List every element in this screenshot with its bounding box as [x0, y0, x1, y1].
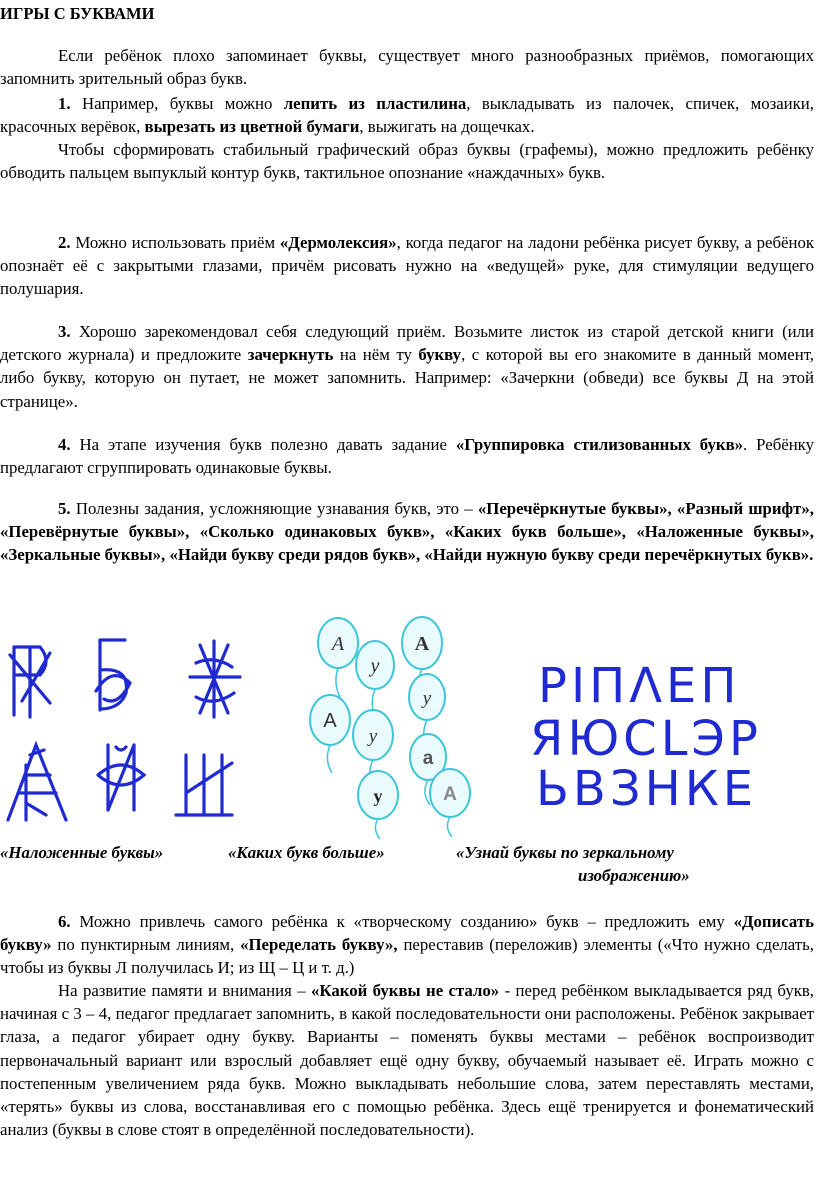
overlap-letter-group-3 — [190, 641, 240, 717]
overlap-letter-group-1 — [10, 647, 50, 717]
paragraph-7-text-b: - перед ребёнком выкладывается ряд букв, начиная с 3 – 4, педагог предлагает запомнить, в какой последовательности они расположены. Ребёнок закрывает глаза, а педагог убирает одну букву. Варианты – поменять буквы местами – ребёнок воспроизводит первоначальный вариант или взрослый добавляет ещё одну букву, обучаемый называет её. Играть можно с постепенным увеличением ряда букв. Можно выкладывать небольшие слова, затем переставлять местами, «терять» буквы из слова, восстанавливая его с помощью ребёнка. Здесь ещё тренируется и фонематический анализ (буквы в слове стоят в определённой последовательности). — [0, 981, 814, 1140]
mirror-row-3: ЬВЗНКЕ — [536, 761, 758, 817]
mirror-row-1: РІПΛЕП — [538, 658, 741, 714]
paragraph-6-number: 6. — [58, 912, 71, 931]
caption-mirror-letters-cont: изображению» — [578, 866, 690, 885]
paragraph-3 — [0, 320, 814, 413]
balloons-figure — [310, 617, 470, 839]
balloon — [356, 641, 394, 717]
paragraph-6-text-a: Можно привлечь самого ребёнка к «творческому созданию» букв – предложить ему — [70, 912, 734, 931]
paragraph-intro: Если ребёнок плохо запоминает буквы, существует много разнообразных приёмов, помогающих запомнить зрительный образ букв. — [0, 46, 814, 89]
paragraph-4-text-a: На этапе изучения букв полезно давать задание — [70, 435, 456, 454]
overlapped-letters-figure — [8, 640, 240, 820]
paragraph-7-text-a: На развитие памяти и внимания – — [58, 981, 312, 1000]
paragraph-4 — [0, 433, 814, 479]
paragraph-5-number: 5. — [58, 499, 71, 518]
balloon — [358, 771, 398, 839]
balloon-letter: у — [422, 688, 432, 709]
paragraph-5 — [0, 497, 814, 567]
paragraph-3-text-b: на нём ту — [333, 345, 419, 365]
paragraph-6-text-b: по пунктирным линиям, — [51, 935, 241, 955]
paragraph-6-text-c: переставив (переложив) элементы («Что нужно сделать, чтобы из буквы Л получилась И; из Щ – Ц и т. д.) — [0, 935, 814, 978]
overlap-letter-group-2 — [96, 640, 130, 710]
paragraph-5-text-a: Полезны задания, усложняющие узнавания букв, это – — [70, 499, 478, 518]
balloon-letter: А — [331, 633, 345, 655]
balloon-letter: А — [414, 633, 430, 655]
paragraph-3-text-c: , с которой вы его знакомите в данный момент, либо букву, которую он путает, не может запомнить. Например: «Зачеркни (обведи) все буквы Д на этой странице». — [0, 345, 814, 411]
paragraph-4-text-b: . Ребёнку предлагают сгруппировать одинаковые буквы. — [0, 435, 814, 478]
balloon — [430, 769, 470, 837]
paragraph-3-bold-b: букву — [418, 345, 462, 365]
overlap-letter-group-4 — [8, 745, 66, 820]
overlap-letter-group-5 — [98, 745, 144, 810]
paragraph-2-number: 2. — [58, 233, 71, 252]
paragraph-5-bold-a: «Перечёркнутые буквы», «Разный шрифт», «Перевёрнутые буквы», «Сколько одинаковых букв», «Каких букв больше», «Наложенные буквы», «Зеркальные буквы», «Найди букву среди рядов букв», «Найди нужную букву среди перечёркнутых букв». — [0, 499, 814, 565]
paragraph-2-bold-a: «Дермолексия» — [279, 233, 397, 252]
balloon-letter: А — [323, 710, 337, 732]
paragraph-4-bold-a: «Группировка стилизованных букв» — [455, 435, 744, 454]
balloon-letter: у — [370, 655, 380, 677]
paragraph-1-text-a: Например, буквы можно — [70, 94, 284, 113]
caption-overlapped-letters: «Наложенные буквы» — [0, 843, 164, 862]
paragraph-4-number: 4. — [58, 435, 71, 454]
balloon-letter: у — [373, 786, 383, 806]
mirror-row-2: ЯЮСLЭР — [530, 711, 762, 767]
balloon — [310, 695, 350, 773]
paragraph-2-text-b: , когда педагог на ладони ребёнка рисует букву, а ребёнок опознаёт её с закрытыми глазами, причём рисовать нужно на «ведущей» руке, для стимуляции ведущего полушария. — [0, 233, 814, 299]
paragraph-6-bold-b: «Переделать букву», — [240, 935, 398, 955]
overlap-letter-group-6 — [176, 755, 232, 815]
mirror-letters-figure — [530, 658, 762, 817]
paragraph-6-bold-a: «Дописать букву» — [0, 912, 814, 955]
paragraph-1-bold-b: вырезать из цветной бумаги — [144, 117, 360, 137]
paragraph-3-text-a: Хорошо зарекомендовал себя следующий приём. Возьмите листок из старой детской книги (или детского журнала) и предложите — [0, 322, 814, 365]
paragraph-3-number: 3. — [58, 322, 71, 341]
balloon-letter: А — [443, 784, 457, 805]
balloon — [318, 618, 358, 697]
paragraph-6 — [0, 910, 814, 980]
paragraph-1-number: 1. — [58, 94, 71, 113]
caption-mirror-letters: «Узнай буквы по зеркальному — [456, 843, 674, 862]
paragraph-7-bold-a: «Какой буквы не стало» — [311, 981, 500, 1000]
paragraph-2 — [0, 231, 814, 301]
paragraph-2-text-a: Можно использовать приём — [70, 233, 280, 252]
page-title: ИГРЫ С БУКВАМИ — [0, 4, 155, 23]
paragraph-1 — [0, 92, 814, 138]
balloon-letter: у — [368, 726, 378, 747]
paragraph-1b: Чтобы сформировать стабильный графический образ буквы (графемы), можно предложить ребёнку обводить пальцем выпуклый контур букв, тактильное опознание «наждачных» букв. — [0, 140, 814, 183]
balloon-letter: а — [422, 748, 434, 769]
paragraph-1-text-b: , выкладывать из палочек, спичек, мозаики, красочных верёвок, — [0, 94, 814, 137]
illustrations — [0, 605, 816, 840]
paragraph-3-bold-a: зачеркнуть — [247, 345, 334, 365]
paragraph-7 — [0, 979, 814, 1141]
caption-which-letters-more: «Каких букв больше» — [228, 843, 385, 862]
paragraph-1-bold-a: лепить из пластилина — [283, 94, 467, 113]
paragraph-1-text-c: , выжигать на дощечках. — [359, 117, 535, 137]
